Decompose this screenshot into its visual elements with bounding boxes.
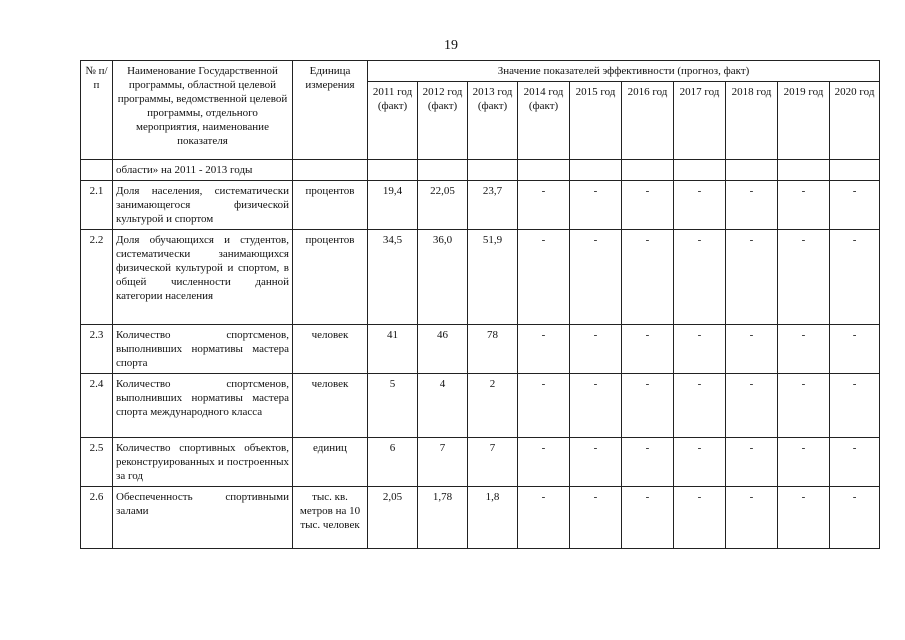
row-value: 4	[418, 374, 468, 438]
row-value: -	[570, 438, 622, 487]
table-row	[81, 438, 880, 487]
header-num: № п/п	[81, 61, 113, 160]
continuation-cell	[418, 160, 468, 181]
row-num: 2.4	[81, 374, 113, 438]
row-value: 19,4	[368, 181, 418, 230]
row-value: -	[726, 487, 778, 549]
row-value: -	[518, 230, 570, 325]
row-value: 1,78	[418, 487, 468, 549]
row-value: -	[830, 325, 880, 374]
row-value: -	[674, 181, 726, 230]
row-value: -	[622, 374, 674, 438]
row-value: -	[570, 325, 622, 374]
row-value: -	[726, 230, 778, 325]
row-value: -	[518, 487, 570, 549]
row-value: 5	[368, 374, 418, 438]
header-year: 2015 год	[570, 82, 622, 160]
row-value: -	[518, 325, 570, 374]
continuation-name: области» на 2011 - 2013 годы	[113, 160, 293, 181]
row-value: 2	[468, 374, 518, 438]
row-value: 34,5	[368, 230, 418, 325]
header-year: 2011 год (факт)	[368, 82, 418, 160]
header-year: 2020 год	[830, 82, 880, 160]
row-value: -	[726, 181, 778, 230]
row-value: 7	[468, 438, 518, 487]
continuation-cell	[518, 160, 570, 181]
row-value: -	[570, 487, 622, 549]
row-num: 2.6	[81, 487, 113, 549]
header-year: 2017 год	[674, 82, 726, 160]
continuation-cell	[726, 160, 778, 181]
continuation-row	[81, 160, 880, 181]
header-year: 2019 год	[778, 82, 830, 160]
table-row	[81, 181, 880, 230]
row-value: -	[518, 181, 570, 230]
row-num: 2.1	[81, 181, 113, 230]
row-num: 2.2	[81, 230, 113, 325]
row-value: -	[830, 487, 880, 549]
row-value: -	[830, 374, 880, 438]
row-value: 41	[368, 325, 418, 374]
row-value: -	[622, 438, 674, 487]
header-year: 2016 год	[622, 82, 674, 160]
continuation-num	[81, 160, 113, 181]
row-value: -	[830, 438, 880, 487]
row-value: -	[674, 374, 726, 438]
row-name: Количество спортсменов, выполнивших нормативы мастера спорта	[113, 325, 293, 374]
row-value: 22,05	[418, 181, 468, 230]
table-row	[81, 325, 880, 374]
row-name: Количество спортсменов, выполнивших нормативы мастера спорта международного класса	[113, 374, 293, 438]
row-value: 51,9	[468, 230, 518, 325]
row-value: -	[518, 438, 570, 487]
row-value: -	[830, 181, 880, 230]
header-year: 2014 год (факт)	[518, 82, 570, 160]
row-value: -	[570, 230, 622, 325]
row-name: Доля населения, систематически занимающегося физической культурой и спортом	[113, 181, 293, 230]
header-name: Наименование Государственной программы, областной целевой программы, ведомственной целевой программы, отдельного мероприятия, наименование показателя	[113, 61, 293, 160]
continuation-cell	[368, 160, 418, 181]
row-value: 36,0	[418, 230, 468, 325]
row-value: -	[622, 181, 674, 230]
row-value: -	[622, 325, 674, 374]
continuation-cell	[468, 160, 518, 181]
continuation-cell	[674, 160, 726, 181]
header-values-group: Значение показателей эффективности (прогноз, факт)	[368, 61, 880, 82]
row-value: -	[674, 230, 726, 325]
row-value: -	[830, 230, 880, 325]
row-name: Количество спортивных объектов, реконструированных и построенных за год	[113, 438, 293, 487]
row-value: -	[674, 438, 726, 487]
header-year: 2018 год	[726, 82, 778, 160]
header-row-1	[81, 61, 880, 82]
row-value: 46	[418, 325, 468, 374]
row-unit: процентов	[293, 230, 368, 325]
continuation-cell	[830, 160, 880, 181]
row-value: -	[518, 374, 570, 438]
row-num: 2.5	[81, 438, 113, 487]
table-row	[81, 487, 880, 549]
row-value: 7	[418, 438, 468, 487]
row-name: Доля обучающихся и студентов, систематически занимающихся физической культурой и спортом, в общей численности данной категории населения	[113, 230, 293, 325]
row-value: -	[726, 325, 778, 374]
row-value: -	[726, 438, 778, 487]
row-value: -	[726, 374, 778, 438]
row-value: -	[674, 487, 726, 549]
row-name: Обеспеченность спортивными залами	[113, 487, 293, 549]
header-year: 2013 год (факт)	[468, 82, 518, 160]
continuation-cell	[570, 160, 622, 181]
row-value: -	[778, 230, 830, 325]
row-unit: единиц	[293, 438, 368, 487]
row-value: -	[622, 230, 674, 325]
row-value: -	[570, 374, 622, 438]
continuation-cell	[622, 160, 674, 181]
row-unit: человек	[293, 325, 368, 374]
row-value: -	[778, 181, 830, 230]
row-value: 78	[468, 325, 518, 374]
row-unit: тыс. кв. метров на 10 тыс. человек	[293, 487, 368, 549]
row-unit: процентов	[293, 181, 368, 230]
row-value: -	[778, 487, 830, 549]
indicators-table	[80, 60, 880, 549]
row-value: 6	[368, 438, 418, 487]
row-value: -	[674, 325, 726, 374]
row-value: -	[778, 374, 830, 438]
continuation-unit	[293, 160, 368, 181]
row-value: 2,05	[368, 487, 418, 549]
row-value: -	[622, 487, 674, 549]
row-value: 1,8	[468, 487, 518, 549]
row-value: -	[570, 181, 622, 230]
continuation-cell	[778, 160, 830, 181]
table-row	[81, 374, 880, 438]
row-value: -	[778, 438, 830, 487]
row-unit: человек	[293, 374, 368, 438]
table-row	[81, 230, 880, 325]
header-unit: Единица измерения	[293, 61, 368, 160]
header-year: 2012 год (факт)	[418, 82, 468, 160]
row-value: -	[778, 325, 830, 374]
row-value: 23,7	[468, 181, 518, 230]
page-number-text: 19	[444, 38, 458, 53]
row-num: 2.3	[81, 325, 113, 374]
